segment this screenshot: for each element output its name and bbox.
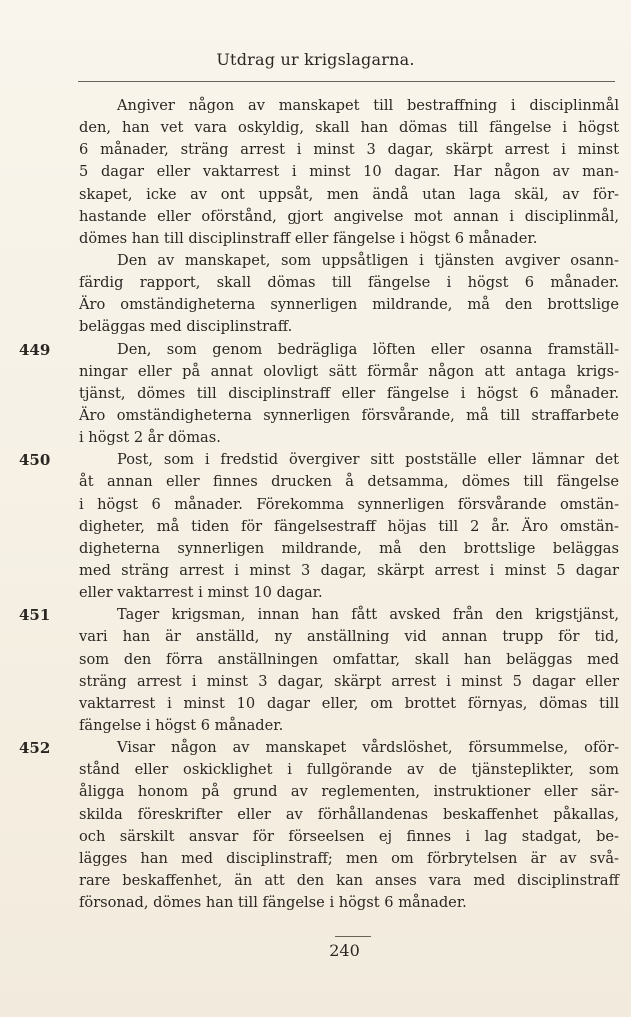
line-text: skilda föreskrifter eller av förhållandenas beskaffenhet påkallas, [79,805,619,823]
text-line [79,250,619,272]
text-line [79,405,619,427]
text-line [79,272,619,294]
body-text [19,95,619,914]
line-text: vari han är anställd, ny anställning vid annan trupp för tid, [79,628,619,646]
text-line [19,604,619,626]
line-text: hastande eller oförstånd, gjort angivelse mot annan i disciplinmål, [79,207,619,225]
text-line [79,206,619,228]
text-line [79,361,619,383]
line-text: vaktarrest i minst 10 dagar eller, om brottet förnyas, dömas till [79,694,619,712]
text-line [79,383,619,405]
text-line [79,715,619,737]
line-text: lägges han med disciplinstraff; men om förbrytelsen är av svå- [79,849,619,867]
section-number: 451 [19,606,51,625]
text-line [79,804,619,826]
line-text: sträng arrest i minst 3 dagar, skärpt arrest i minst 5 dagar eller [79,672,619,690]
text-line [79,516,619,538]
line-text: åligga honom på grund av reglementen, instruktioner eller sär- [79,783,619,801]
line-text: fängelse i högst 6 månader. [79,716,284,734]
text-line [19,737,619,759]
text-line [79,538,619,560]
text-line [79,95,619,117]
line-text: med sträng arrest i minst 3 dagar, skärpt arrest i minst 5 dagar [79,561,619,579]
line-text: Post, som i fredstid övergiver sitt postställe eller lämnar det [117,451,619,469]
text-line [79,759,619,781]
text-line [79,161,619,183]
line-text: som den förra anställningen omfattar, skall han beläggas med [79,650,619,668]
text-line [79,848,619,870]
line-text: Angiver någon av manskapet till bestraffning i disciplinmål [117,97,619,114]
footer-rule [335,936,371,937]
text-line [79,693,619,715]
text-line [79,228,619,250]
line-text: Den, som genom bedrägliga löften eller osanna framställ- [117,340,619,358]
text-line [79,826,619,848]
text-line [79,671,619,693]
text-line [79,560,619,582]
text-line [79,427,619,449]
text-line [79,892,619,914]
text-line [79,870,619,892]
text-line [79,139,619,161]
line-text: ningar eller på annat olovligt sätt förmår någon att antaga krigs- [79,362,619,380]
line-text: i högst 2 år dömas. [79,429,221,447]
line-text: Visar någon av manskapet vårdslöshet, försummelse, oför- [117,739,619,757]
text-line [79,649,619,671]
text-line [79,781,619,803]
line-text: 5 dagar eller vaktarrest i minst 10 dagar. Har någon av man- [79,163,619,181]
line-text: i högst 6 månader. Förekomma synnerligen försvårande omstän- [79,495,619,513]
text-line [19,339,619,361]
line-text: färdig rapport, skall dömas till fängelse i högst 6 månader. [79,274,619,292]
line-text: den, han vet vara oskyldig, skall han dömas till fängelse i högst [79,119,619,137]
line-text: rare beskaffenhet, än att den kan anses vara med disciplinstraff [79,871,619,889]
line-text: försonad, dömes han till fängelse i högst 6 månader. [79,894,467,912]
line-text: tjänst, dömes till disciplinstraff eller fängelse i högst 6 månader. [79,384,619,402]
text-line [19,449,619,471]
section-number: 449 [19,340,51,359]
header-rule [78,81,615,82]
text-line [79,117,619,139]
line-text: Äro omständigheterna synnerligen försvårande, må till straffarbete [79,406,619,424]
line-text: och särskilt ansvar för förseelsen ej finnes i lag stadgat, be- [79,827,619,845]
line-text: skapet, icke av ont uppsåt, men ändå utan laga skäl, av för- [79,185,619,203]
text-line [79,294,619,316]
line-text: stånd eller oskicklighet i fullgörande av de tjänsteplikter, som [79,761,619,779]
line-text: digheterna synnerligen mildrande, må den brottslige beläggas [79,539,619,557]
page-number: 240 [329,941,360,960]
section-number: 450 [19,451,51,470]
line-text: åt annan eller finnes drucken å detsamma, dömes till fängelse [79,473,619,491]
line-text: dömes han till disciplinstraff eller fängelse i högst 6 månader. [79,229,538,247]
line-text: digheter, må tiden för fängelsestraff höjas till 2 år. Äro omstän- [79,517,619,535]
line-text: 6 månader, sträng arrest i minst 3 dagar, skärpt arrest i minst [79,141,619,159]
line-text: Den av manskapet, som uppsåtligen i tjänsten avgiver osann- [117,251,619,269]
text-line [79,582,619,604]
text-line [79,494,619,516]
text-line [79,626,619,648]
text-line [79,471,619,493]
section-number: 452 [19,739,51,758]
line-text: Äro omständigheterna synnerligen mildrande, må den brottslige [79,296,619,314]
line-text: eller vaktarrest i minst 10 dagar. [79,584,323,602]
running-header: Utdrag ur krigslagarna. [216,50,415,69]
text-line [79,316,619,338]
line-text: beläggas med disciplinstraff. [79,318,293,336]
text-line [79,184,619,206]
line-text: Tager krigsman, innan han fått avsked från den krigstjänst, [117,606,619,624]
